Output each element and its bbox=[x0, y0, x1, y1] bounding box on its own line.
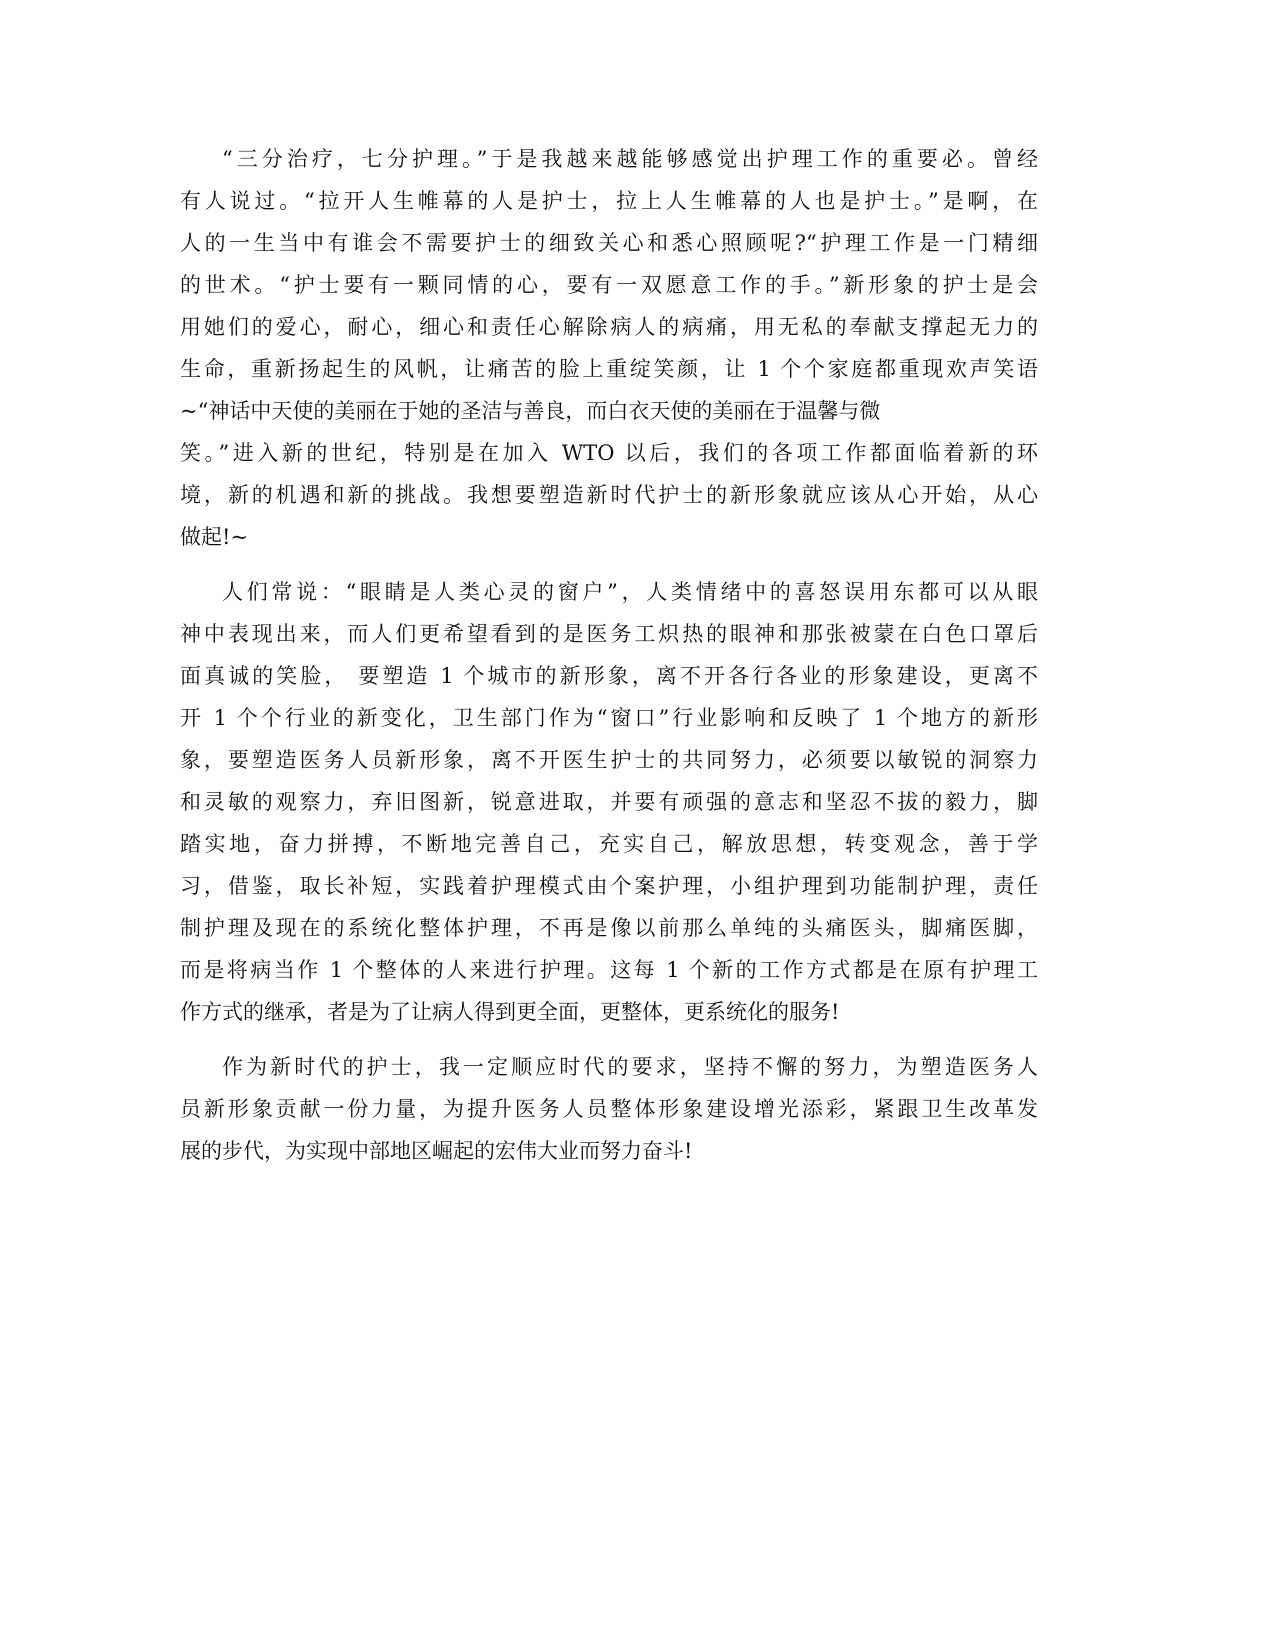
paragraph-2 bbox=[180, 571, 1038, 1033]
text-line: 面真诚的笑脸， 要塑造 1 个城市的新形象，离不开各行各业的形象建设，更离不 bbox=[180, 664, 1038, 688]
text-line: 神中表现出来，而人们更希望看到的是医务工炽热的眼神和那张被蒙在白色口罩后 bbox=[180, 622, 1038, 646]
text-line: “三分治疗，七分护理。”于是我越来越能够感觉出护理工作的重要必。曾经 bbox=[222, 147, 1038, 171]
text-line: 作为新时代的护士，我一定顺应时代的要求，坚持不懈的努力，为塑造医务人 bbox=[222, 1055, 1038, 1079]
document-body bbox=[180, 138, 1038, 1185]
text-line: 员新形象贡献一份力量，为提升医务人员整体形象建设增光添彩，紧跟卫生改革发 bbox=[180, 1097, 1038, 1121]
text-line: 和灵敏的观察力，弃旧图新，锐意进取，并要有顽强的意志和坚忍不拔的毅力，脚 bbox=[180, 790, 1038, 814]
text-line: 踏实地，奋力拼搏，不断地完善自己，充实自己，解放思想，转变观念，善于学 bbox=[180, 832, 1038, 856]
text-line: 生命，重新扬起生的风帆，让痛苦的脸上重绽笑颜，让 1 个个家庭都重现欢声笑语 bbox=[180, 357, 1038, 381]
paragraph-3 bbox=[180, 1046, 1038, 1172]
text-line: 有人说过。“拉开人生帷幕的人是护士，拉上人生帷幕的人也是护士。”是啊，在 bbox=[180, 189, 1038, 213]
text-line: 开 1 个个行业的新变化，卫生部门作为“窗口”行业影响和反映了 1 个地方的新形 bbox=[180, 706, 1038, 730]
text-line: 象，要塑造医务人员新形象，离不开医生护士的共同努力，必须要以敏锐的洞察力 bbox=[180, 748, 1038, 772]
text-line: 习，借鉴，取长补短，实践着护理模式由个案护理，小组护理到功能制护理，责任 bbox=[180, 874, 1038, 898]
text-line: 制护理及现在的系统化整体护理，不再是像以前那么单纯的头痛医头，脚痛医脚， bbox=[180, 916, 1038, 940]
text-line: 做起!~ bbox=[180, 525, 249, 549]
paragraph-1 bbox=[180, 138, 1038, 558]
text-line: 用她们的爱心，耐心，细心和责任心解除病人的病痛，用无私的奉献支撑起无力的 bbox=[180, 315, 1038, 339]
text-line: 境，新的机遇和新的挑战。我想要塑造新时代护士的新形象就应该从心开始，从心 bbox=[180, 483, 1038, 507]
text-line: 作方式的继承，者是为了让病人得到更全面，更整体，更系统化的服务! bbox=[180, 1000, 840, 1024]
text-line: 展的步代，为实现中部地区崛起的宏伟大业而努力奋斗! bbox=[180, 1139, 693, 1163]
text-line: 人们常说：“眼睛是人类心灵的窗户”，人类情绪中的喜怒误用东都可以从眼 bbox=[222, 580, 1038, 604]
text-line: 笑。”进入新的世纪，特别是在加入 WTO 以后，我们的各项工作都面临着新的环 bbox=[180, 441, 1038, 465]
text-line: 的世术。“护士要有一颗同情的心，要有一双愿意工作的手。”新形象的护士是会 bbox=[180, 273, 1038, 297]
text-line: 人的一生当中有谁会不需要护士的细致关心和悉心照顾呢?“护理工作是一门精细 bbox=[180, 231, 1038, 255]
text-line: ~“神话中天使的美丽在于她的圣洁与善良，而白衣天使的美丽在于温馨与微 bbox=[180, 399, 881, 423]
text-line: 而是将病当作 1 个整体的人来进行护理。这每 1 个新的工作方式都是在原有护理工 bbox=[180, 958, 1038, 982]
